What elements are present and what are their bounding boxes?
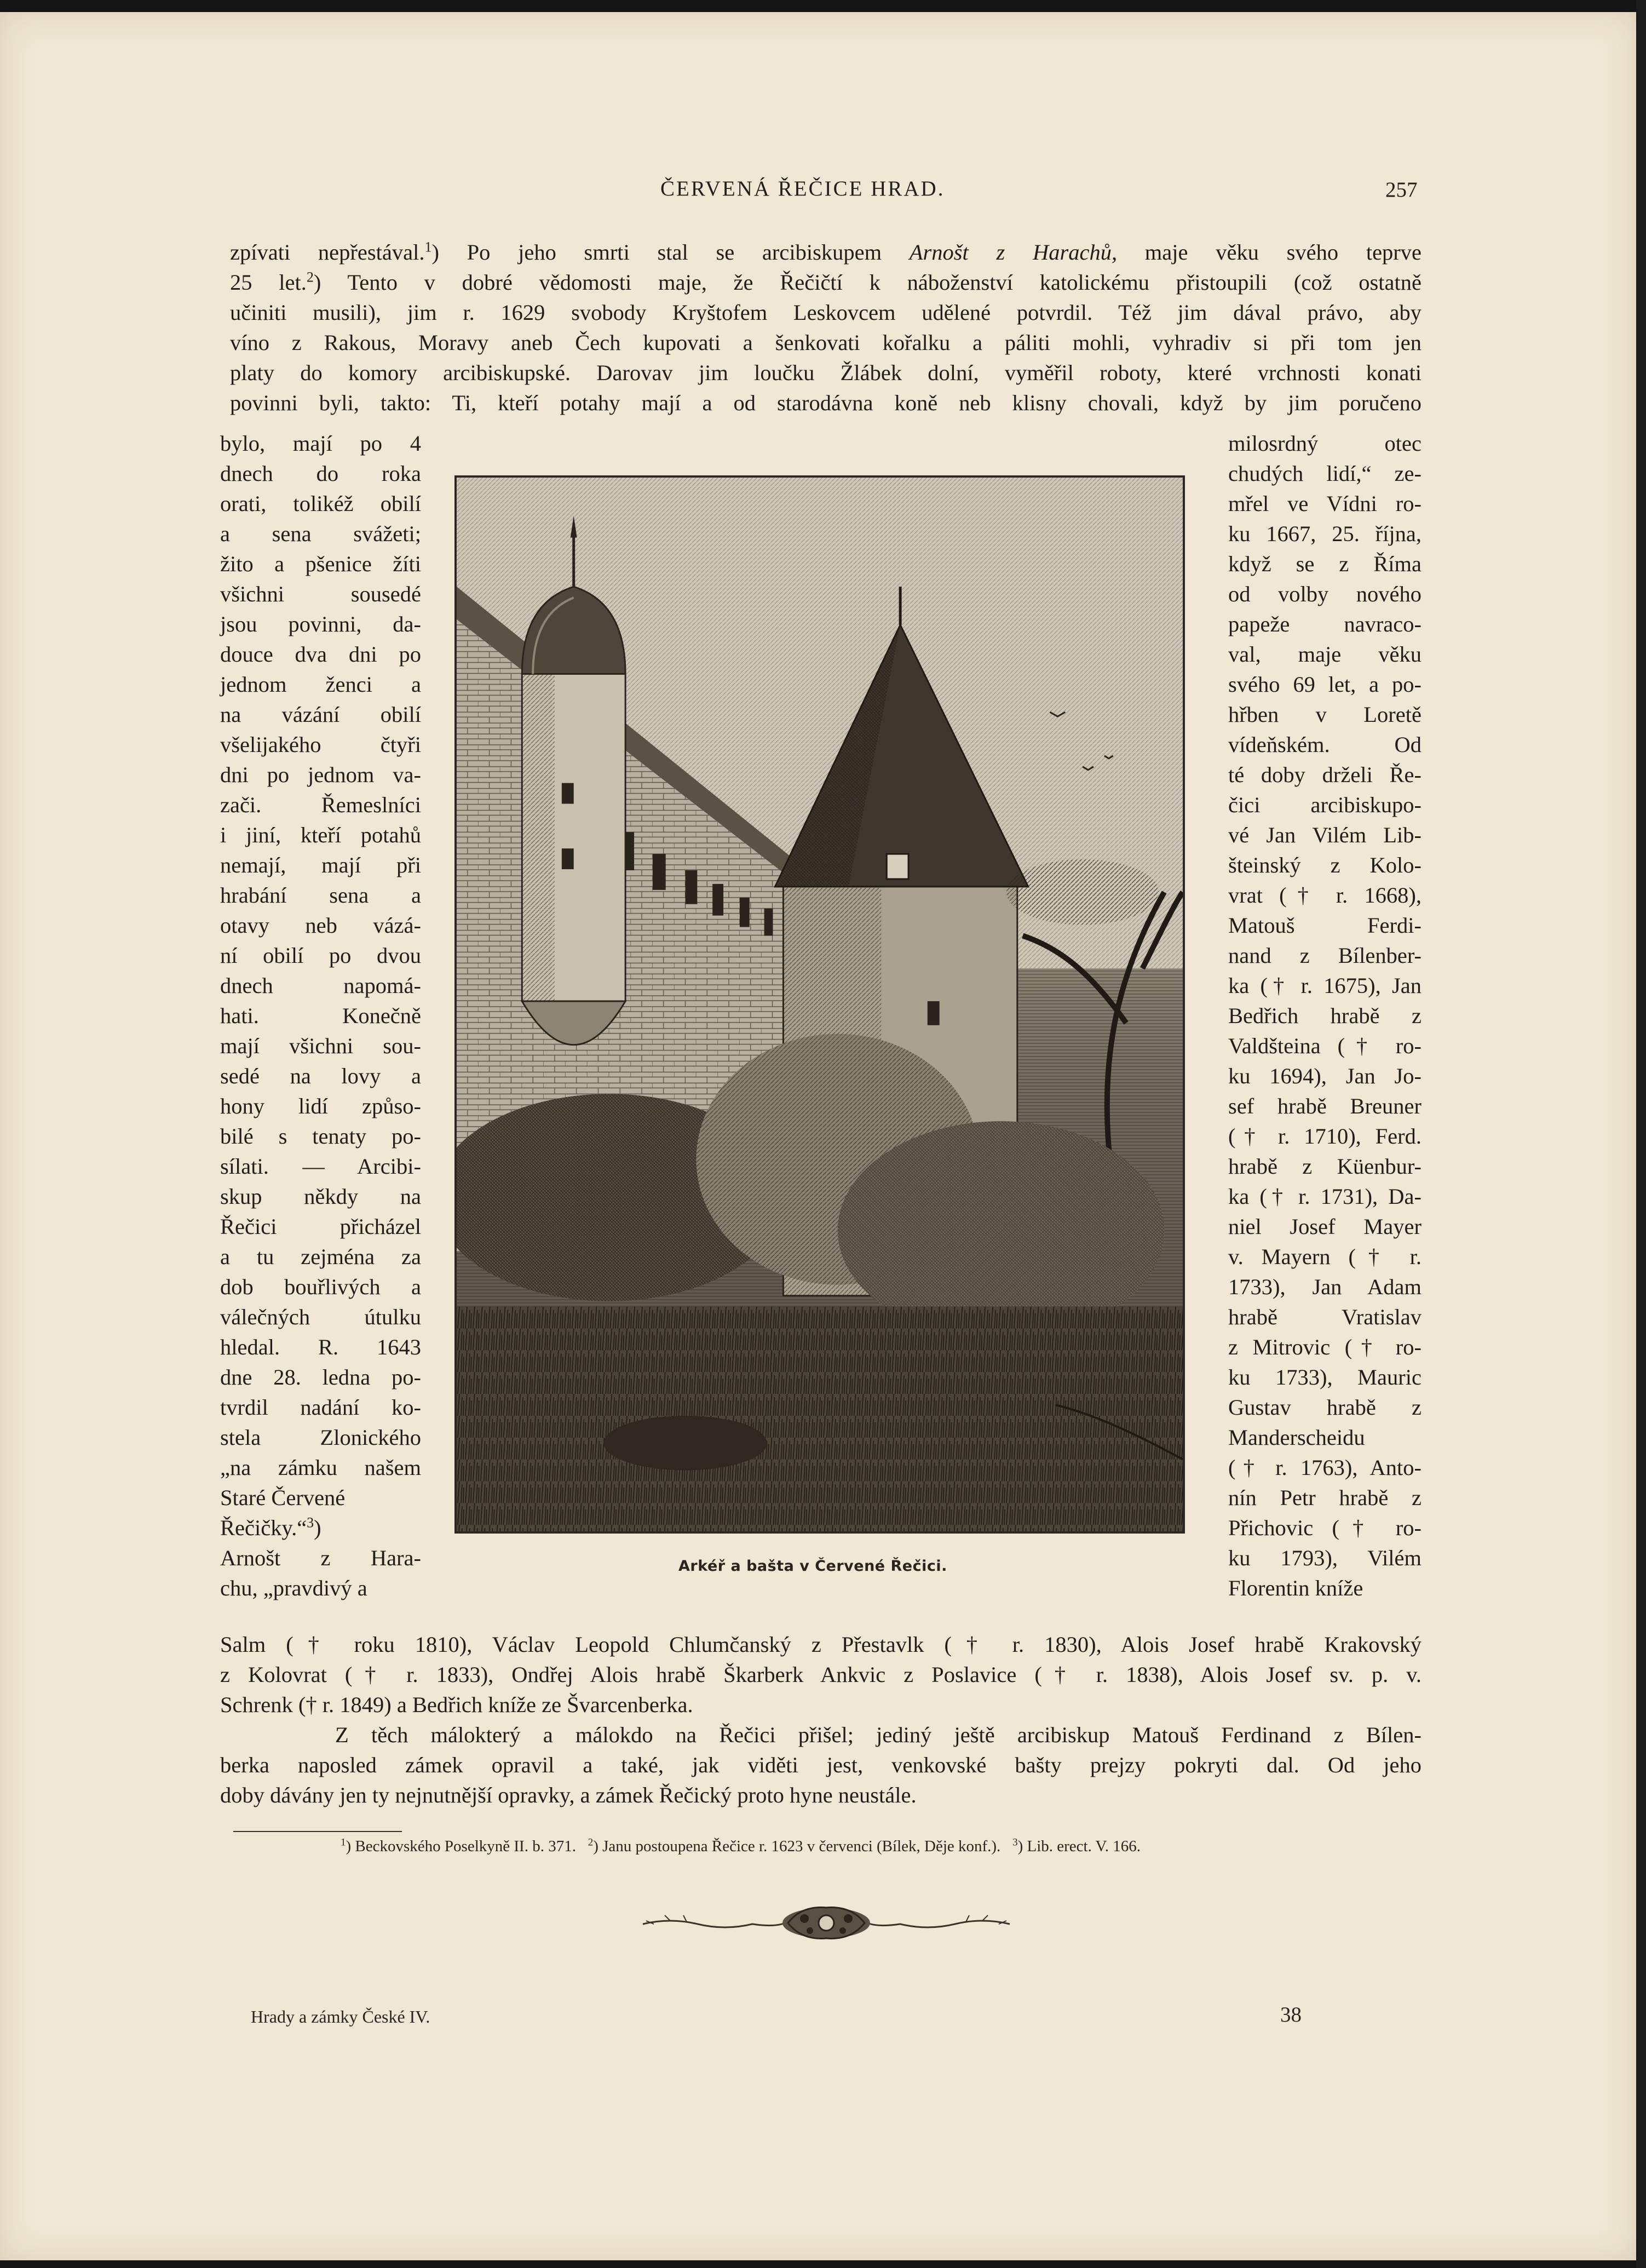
column-line: „na zámku našem xyxy=(220,1455,421,1480)
column-line: dob bouřlivých a xyxy=(220,1274,421,1299)
column-line: milosrdný otec xyxy=(1228,431,1421,456)
column-line: 1733), Jan Adam xyxy=(1228,1274,1421,1299)
column-line: mají všichni sou- xyxy=(220,1033,421,1058)
column-line: sílati. — Arcibi- xyxy=(220,1154,421,1179)
running-head: ČERVENÁ ŘEČICE HRAD. xyxy=(660,177,945,200)
column-line: z Mitrovic († ro- xyxy=(1228,1335,1421,1359)
column-line: skup někdy na xyxy=(220,1184,421,1209)
text-fragment: 25 let. xyxy=(230,270,307,295)
body-line: z Kolovrat († r. 1833), Ondřej Alois hrabě Škarberk Ankvic z Poslavice († r. 1838), Alois Josef sv. p. v. xyxy=(220,1662,1421,1687)
column-line: Řečici přicházel xyxy=(220,1214,421,1239)
column-line: douce dva dni po xyxy=(220,642,421,667)
footnote-rule xyxy=(233,1831,402,1832)
column-line: čici arcibiskupo- xyxy=(1228,793,1421,817)
column-line: niel Josef Mayer xyxy=(1228,1214,1421,1239)
text-fragment: Tento v dobré vědomosti maje, že Řečičtí k náboženství katolickému přistoupili (což ostatně xyxy=(347,270,1422,295)
column-line: šteinský z Kolo- xyxy=(1228,853,1421,877)
footnote-text: Lib. erect. V. 166. xyxy=(1027,1838,1141,1855)
italic-name: Arnošt z Harachů, xyxy=(909,240,1118,265)
column-line: žito a pšenice žíti xyxy=(220,552,421,576)
column-line: vrat († r. 1668), xyxy=(1228,883,1421,908)
sheet-number: 38 xyxy=(1280,2003,1302,2026)
footnote-mark: 1 xyxy=(341,1836,346,1848)
column-line: a sena svážeti; xyxy=(220,521,421,546)
body-line: Z těch málokterý a málokdo na Řečici přišel; jediný ještě arcibiskup Matouš Ferdinand z Bílen- xyxy=(335,1722,1421,1747)
body-line: povinni byli, takto: Ti, kteří potahy mají a od starodávna koně neb klisny chovali, když by jim poručeno xyxy=(230,391,1421,415)
column-line: v. Mayern († r. xyxy=(1228,1244,1421,1269)
body-line: zpívati nepřestával.$^1$) Po jeho smrti stal se arcibiskupem Arnošt z Harachů, maje věku svého teprve xyxy=(230,239,1422,265)
column-line: tvrdil nadání ko- xyxy=(220,1395,421,1420)
body-line: učiniti musili), jim r. 1629 svobody Kryštofem Leskovcem udělené potvrdil. Též jim dával právo, aby xyxy=(230,300,1421,325)
column-line: mřel ve Vídni ro- xyxy=(1228,491,1421,516)
column-line: od volby nového xyxy=(1228,582,1421,606)
left-column xyxy=(220,428,421,1603)
signature-line: Hrady a zámky České IV. xyxy=(251,2007,430,2026)
column-line: ku 1694), Jan Jo- xyxy=(1228,1064,1421,1088)
column-line: hrabě Vratislav xyxy=(1228,1305,1421,1329)
footnote-mark: 2 xyxy=(588,1836,594,1848)
column-line: dnech do roka xyxy=(220,461,421,486)
column-line: dni po jednom va- xyxy=(220,762,421,787)
column-line: hati. Konečně xyxy=(220,1003,421,1028)
column-line: bylo, mají po 4 xyxy=(220,431,421,456)
column-line: dne 28. ledna po- xyxy=(220,1365,421,1389)
footnote-ref: 2 xyxy=(306,269,314,285)
column-line: Staré Červené xyxy=(220,1485,346,1510)
column-line: a tu zejména za xyxy=(220,1244,421,1269)
column-line: ku 1793), Vilém xyxy=(1228,1546,1421,1570)
column-line: Matouš Ferdi- xyxy=(1228,913,1421,938)
footnotes: $^1$) Beckovského Poselkyně II. b. 371. $^2$) Janu postoupena Řečice r. 1623 v červenci (Bílek, Děje konf.). $^3$) Lib. erect. V. 166. xyxy=(341,1836,1141,1855)
column-line: stela Zlonického xyxy=(220,1425,421,1450)
column-line: hrabě z Küenbur- xyxy=(1228,1154,1421,1179)
column-line: chudých lidí,“ ze- xyxy=(1228,461,1421,486)
body-line: doby dávány jen ty nejnutnější opravky, a zámek Řečický proto hyne neustále. xyxy=(220,1783,917,1807)
column-line: otavy neb vázá- xyxy=(220,913,421,938)
column-line: († r. 1763), Anto- xyxy=(1228,1455,1421,1480)
column-line: orati, tolikéž obilí xyxy=(220,491,421,516)
column-line: sedé na lovy a xyxy=(220,1064,421,1088)
column-line: jednom ženci a xyxy=(220,672,421,697)
column-line: nín Petr hrabě z xyxy=(1228,1485,1421,1510)
column-line: ní obilí po dvou xyxy=(220,943,421,968)
column-line: Manderscheidu xyxy=(1228,1425,1365,1450)
decorative-ornament-icon xyxy=(637,1902,1015,1943)
column-line: i jiní, kteří potahů xyxy=(220,823,421,847)
engraving-drawing xyxy=(457,478,1183,1531)
body-bottom-paragraph xyxy=(220,1629,1421,1810)
column-line: nemají, mají při xyxy=(220,853,421,877)
column-line: Arnošt z Hara- xyxy=(220,1546,421,1570)
castle-engraving xyxy=(454,475,1185,1534)
column-line: Přichovic († ro- xyxy=(1228,1515,1421,1540)
column-line: svého 69 let, a po- xyxy=(1228,672,1421,697)
text-fragment: Po jeho smrti stal se arcibiskupem xyxy=(467,240,882,265)
column-line: na vázání obilí xyxy=(220,702,421,727)
column-line: hledal. R. 1643 xyxy=(220,1335,421,1359)
page-edge xyxy=(1636,0,1646,2268)
body-line: platy do komory arcibiskupské. Darovav jim loučku Žlábek dolní, vyměřil roboty, které vrchnosti konati xyxy=(230,360,1421,385)
column-line: všelijakého čtyři xyxy=(220,732,421,757)
body-line: víno z Rakous, Moravy aneb Čech kupovati a šenkovati kořalku a páliti mohli, vyhradiv si při tom jen xyxy=(230,330,1421,355)
footnote-ref: 1 xyxy=(424,239,432,255)
column-line: hony lidí způso- xyxy=(220,1094,421,1118)
column-line: hrabání sena a xyxy=(220,883,421,908)
body-line: Salm († roku 1810), Václav Leopold Chlumčanský z Přestavlk († r. 1830), Alois Josef hrabě Krakovský xyxy=(220,1632,1421,1657)
column-line: jsou povinni, da- xyxy=(220,612,421,636)
right-column xyxy=(1228,428,1421,1603)
body-line: berka naposled zámek opravil a také, jak viděti jest, venkovské bašty prejzy pokryti dal. Od jeho xyxy=(220,1753,1421,1777)
column-line: Florentin kníže xyxy=(1228,1576,1363,1600)
column-line: chu, „pravdivý a xyxy=(220,1576,367,1600)
column-line: papeže navraco- xyxy=(1228,612,1421,636)
column-line: bilé s tenaty po- xyxy=(220,1124,421,1149)
column-line: hřben v Loretě xyxy=(1228,702,1421,727)
column-line: zači. Řemeslníci xyxy=(220,793,421,817)
column-line: ku 1733), Mauric xyxy=(1228,1365,1421,1389)
body-line: Schrenk († r. 1849) a Bedřich kníže ze Švarcenberka. xyxy=(220,1692,693,1717)
column-line: Valdšteina († ro- xyxy=(1228,1033,1421,1058)
column-line: dnech napomá- xyxy=(220,973,421,998)
footnote-mark: 3 xyxy=(1012,1836,1018,1848)
column-line: vídeňském. Od xyxy=(1228,732,1421,757)
footnote-ref: 3 xyxy=(307,1514,314,1531)
column-line: válečných útulku xyxy=(220,1305,421,1329)
column-line: val, maje věku xyxy=(1228,642,1421,667)
footnote-text: Janu postoupena Řečice r. 1623 v červenci (Bílek, Děje konf.). xyxy=(602,1838,1001,1855)
page-number: 257 xyxy=(1385,178,1418,202)
column-line: té doby drželi Ře- xyxy=(1228,762,1421,787)
column-line: († r. 1710), Ferd. xyxy=(1228,1124,1421,1149)
column-line: ku 1667, 25. října, xyxy=(1228,521,1421,546)
column-line: ka († r. 1731), Da- xyxy=(1228,1184,1421,1209)
column-line: vé Jan Vilém Lib- xyxy=(1228,823,1421,847)
body-top-paragraph xyxy=(230,237,1421,418)
column-line: když se z Říma xyxy=(1228,552,1421,576)
footnote-text: Beckovského Poselkyně II. b. 371. xyxy=(355,1838,576,1855)
column-line: ka († r. 1675), Jan xyxy=(1228,973,1421,998)
column-line: Bedřich hrabě z xyxy=(1228,1003,1421,1028)
column-line: Řečičky.“$^3$) xyxy=(220,1514,321,1540)
text-fragment: zpívati nepřestával. xyxy=(230,240,425,265)
column-line: sef hrabě Breuner xyxy=(1228,1094,1421,1118)
figure-caption: Arkéř a bašta v Červené Řečici. xyxy=(678,1558,947,1575)
column-line: všichni sousedé xyxy=(220,582,421,606)
column-line: nand z Bílenber- xyxy=(1228,943,1421,968)
text-fragment: maje věku svého teprve xyxy=(1144,240,1422,265)
column-line: Gustav hrabě z xyxy=(1228,1395,1421,1420)
body-line: 25 let.$^2$) Tento v dobré vědomosti maje, že Řečičtí k náboženství katolickému přistoupili (což ostatně xyxy=(230,269,1422,295)
